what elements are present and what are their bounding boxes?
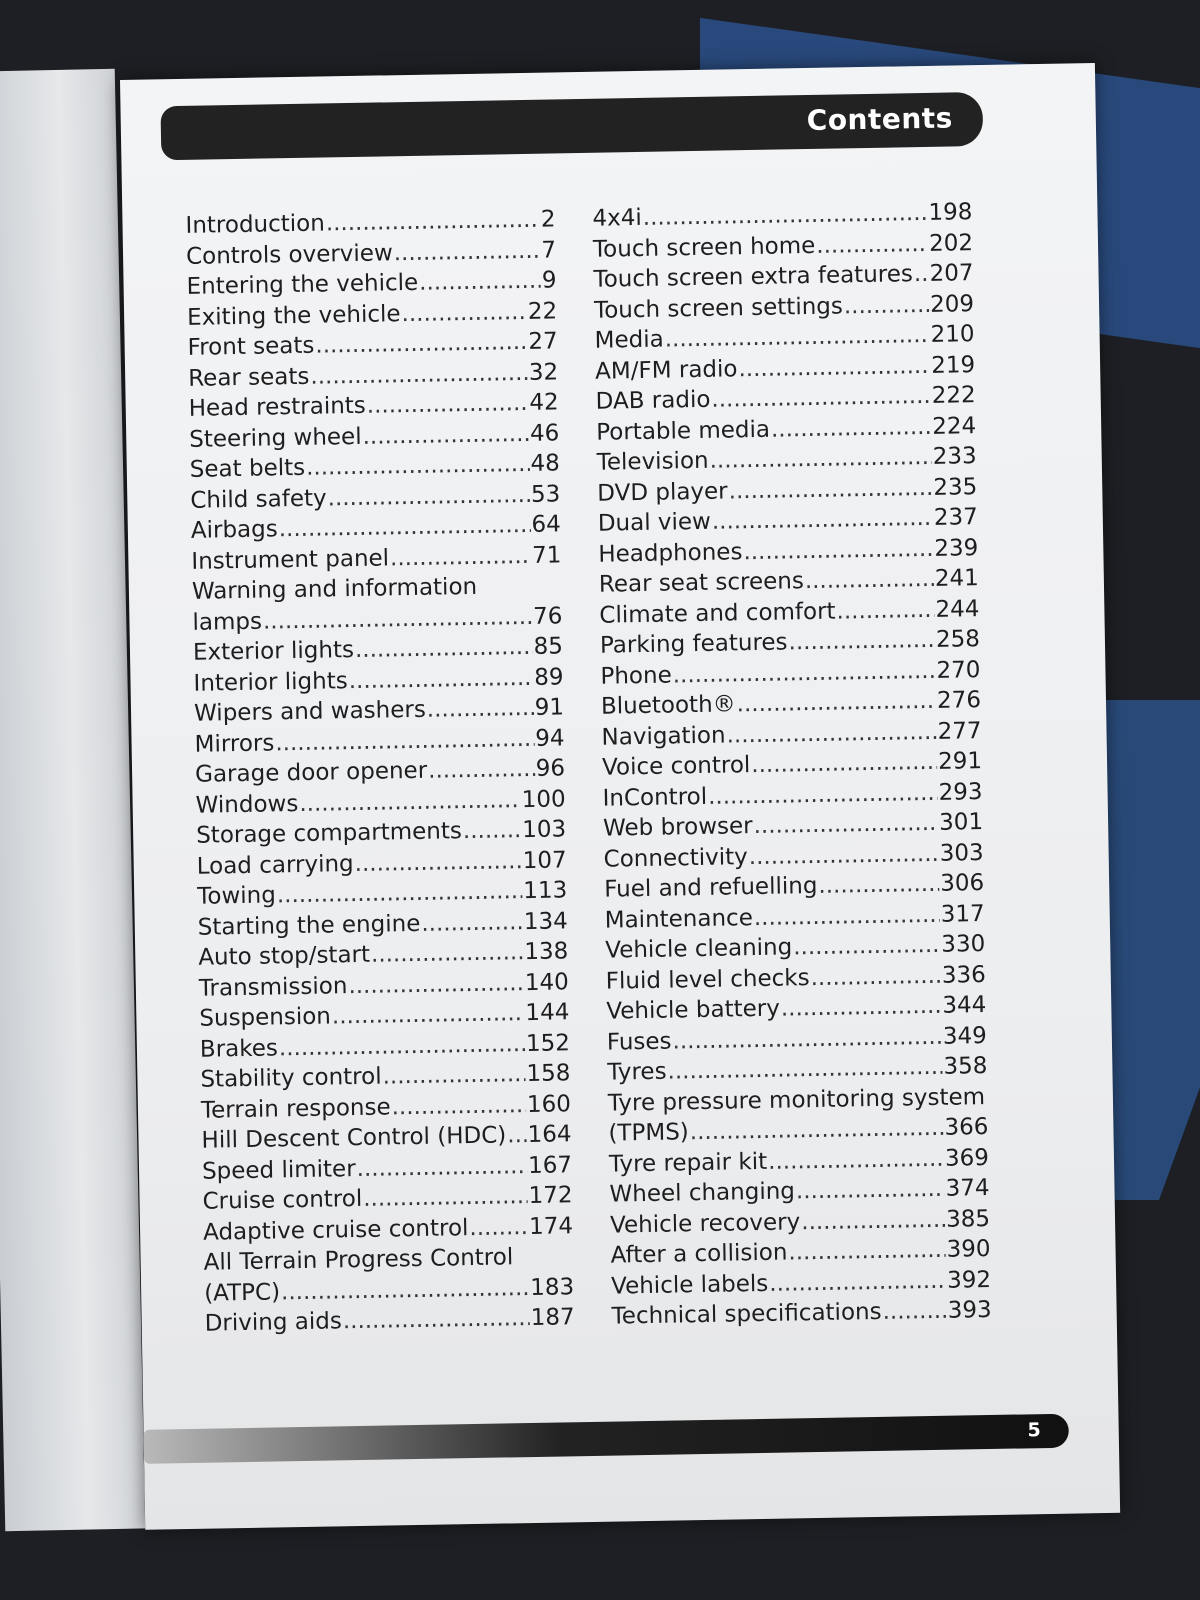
toc-entry-title: Load carrying bbox=[196, 850, 354, 880]
toc-entry-page: 235 bbox=[933, 473, 978, 501]
dot-leader bbox=[315, 327, 528, 361]
toc-entry-title: Vehicle recovery bbox=[609, 1208, 801, 1239]
toc-entry-page: 385 bbox=[945, 1205, 991, 1233]
toc-entry-page: 202 bbox=[928, 229, 974, 257]
toc-entry-title: Tyre repair kit bbox=[608, 1148, 768, 1178]
dot-leader bbox=[277, 876, 523, 911]
dot-leader bbox=[382, 1059, 525, 1092]
toc-entry-title: Parking features bbox=[599, 629, 788, 659]
dot-leader bbox=[332, 998, 525, 1032]
toc-entry-title-line: Warning and information bbox=[191, 573, 478, 605]
dot-leader bbox=[672, 655, 935, 690]
dot-leader bbox=[281, 1273, 530, 1308]
dot-leader bbox=[771, 411, 932, 444]
toc-entry-page: 107 bbox=[522, 846, 567, 874]
toc-entry-title: Media bbox=[594, 326, 664, 354]
toc-entry-title: Vehicle battery bbox=[606, 995, 781, 1025]
dot-leader bbox=[726, 716, 937, 750]
footer-bar bbox=[144, 1414, 1069, 1464]
toc-entry-page: 2 bbox=[540, 206, 556, 233]
toc-entry-page: 103 bbox=[522, 816, 567, 844]
toc-entry-page: 174 bbox=[528, 1212, 574, 1240]
dot-leader bbox=[690, 1113, 944, 1148]
dot-leader bbox=[793, 930, 941, 963]
dot-leader bbox=[421, 907, 523, 939]
dot-leader bbox=[816, 228, 928, 260]
dot-leader bbox=[310, 357, 528, 391]
toc-entry-title: Touch screen home bbox=[592, 232, 816, 263]
toc-entry[interactable] bbox=[204, 1302, 574, 1339]
dot-leader bbox=[781, 991, 942, 1024]
toc-entry-page: 244 bbox=[935, 595, 980, 623]
toc-entry-page: 96 bbox=[535, 755, 566, 782]
toc-entry-page: 366 bbox=[944, 1114, 989, 1141]
dot-leader bbox=[348, 968, 524, 1002]
dot-leader bbox=[801, 1204, 945, 1237]
toc-entry-title: lamps bbox=[192, 608, 263, 636]
toc-entry-title: Vehicle labels bbox=[610, 1270, 769, 1300]
toc-entry-page: 53 bbox=[530, 480, 561, 508]
dot-leader bbox=[306, 449, 530, 483]
dot-leader bbox=[836, 594, 934, 626]
dot-leader bbox=[343, 1303, 530, 1337]
toc-entry-title: Exterior lights bbox=[192, 637, 355, 666]
toc-entry-page: 85 bbox=[533, 633, 564, 660]
dot-leader bbox=[469, 1212, 528, 1244]
contents-page bbox=[120, 63, 1120, 1530]
dot-leader bbox=[810, 960, 941, 993]
toc-entry-page: 336 bbox=[941, 961, 986, 989]
toc-entry-title: Bluetooth® bbox=[600, 691, 736, 720]
toc-entry-title: Connectivity bbox=[603, 843, 749, 873]
toc-entry-title: Climate and comfort bbox=[599, 598, 836, 629]
dot-leader bbox=[391, 1090, 526, 1123]
dot-leader bbox=[768, 1143, 944, 1177]
toc-entry-page: 306 bbox=[940, 870, 985, 897]
toc-entry-title: (ATPC) bbox=[203, 1278, 281, 1307]
toc-entry-title: Mirrors bbox=[194, 729, 275, 758]
toc-entry-page: 392 bbox=[946, 1266, 992, 1294]
dot-leader bbox=[711, 381, 931, 415]
toc-entry-page: 172 bbox=[528, 1182, 573, 1210]
toc-entry-title: Interior lights bbox=[193, 667, 348, 697]
dot-leader bbox=[348, 662, 533, 696]
toc-entry-title: Rear seat screens bbox=[598, 568, 805, 598]
toc-entry-page: 46 bbox=[529, 419, 560, 447]
toc-entry-title-line: All Terrain Progress Control bbox=[203, 1244, 514, 1276]
toc-entry-page: 144 bbox=[525, 999, 570, 1027]
toc-entry-title: Front seats bbox=[187, 332, 315, 361]
dot-leader bbox=[788, 1235, 946, 1268]
toc-entry-title: Fuel and refuelling bbox=[603, 872, 818, 903]
dot-leader bbox=[419, 266, 541, 299]
toc-entry[interactable] bbox=[191, 540, 561, 577]
toc-entry-page: 71 bbox=[531, 541, 562, 569]
toc-entry-page: 138 bbox=[524, 938, 569, 966]
toc-entry-page: 158 bbox=[526, 1060, 571, 1088]
toc-entry-title: Tyres bbox=[607, 1058, 667, 1086]
toc-entry-page: 140 bbox=[524, 968, 570, 996]
toc-entry-title: Towing bbox=[197, 882, 277, 910]
toc-entry-title: Hill Descent Control (HDC) bbox=[201, 1122, 507, 1154]
dot-leader bbox=[371, 937, 524, 970]
toc-entry-title: Entering the vehicle bbox=[186, 269, 419, 300]
dot-leader bbox=[672, 1021, 942, 1056]
dot-leader bbox=[362, 418, 529, 451]
dot-leader bbox=[708, 777, 938, 812]
dot-leader bbox=[749, 838, 939, 872]
dot-leader bbox=[712, 503, 934, 537]
toc-entry-page: 76 bbox=[532, 602, 563, 630]
toc-entry-page: 167 bbox=[527, 1151, 573, 1179]
dot-leader bbox=[709, 442, 932, 476]
toc-entry-title: Vehicle cleaning bbox=[605, 934, 793, 964]
toc-entry-title: Seat belts bbox=[189, 454, 306, 483]
toc-right-column bbox=[592, 197, 992, 1332]
toc-entry-title: Technical specifications bbox=[611, 1298, 882, 1330]
dot-leader bbox=[844, 289, 930, 321]
toc-entry-title: AM/FM radio bbox=[594, 355, 738, 385]
toc-entry[interactable] bbox=[611, 1295, 991, 1332]
toc-entry-title: Child safety bbox=[190, 484, 327, 514]
toc-entry-title: Controls overview bbox=[185, 239, 393, 270]
toc-entry-page: 91 bbox=[534, 694, 565, 721]
toc-entry-page: 187 bbox=[530, 1304, 575, 1332]
toc-entry-title: Portable media bbox=[595, 416, 771, 446]
dot-leader bbox=[367, 388, 529, 421]
toc-entry-page: 48 bbox=[530, 450, 560, 477]
dot-leader bbox=[736, 686, 936, 720]
dot-leader bbox=[279, 1029, 526, 1064]
toc-entry-title: Voice control bbox=[601, 752, 751, 781]
dot-leader bbox=[275, 723, 534, 758]
dot-leader bbox=[769, 1265, 946, 1299]
dot-leader bbox=[390, 540, 532, 573]
toc-entry-title-line: Tyre pressure monitoring system bbox=[607, 1083, 986, 1117]
toc-entry-page: 258 bbox=[935, 626, 981, 653]
toc-entry-page: 390 bbox=[946, 1235, 991, 1263]
toc-entry-page: 32 bbox=[528, 358, 559, 386]
dot-leader bbox=[278, 510, 530, 545]
toc-entry-page: 239 bbox=[934, 534, 979, 562]
toc-entry-page: 7 bbox=[541, 236, 557, 264]
toc-entry-title: Transmission bbox=[198, 972, 348, 1002]
toc-entry-title: InControl bbox=[602, 783, 708, 812]
dot-leader bbox=[882, 1296, 947, 1328]
toc-entry-title: Adaptive cruise control bbox=[202, 1214, 469, 1246]
toc-entry-page: 393 bbox=[947, 1296, 992, 1324]
dot-leader bbox=[751, 747, 937, 781]
toc-entry-page: 349 bbox=[942, 1022, 988, 1050]
dot-leader bbox=[643, 198, 928, 233]
toc-entry-page: 100 bbox=[521, 785, 566, 813]
dot-leader bbox=[743, 533, 933, 567]
toc-entry-page: 270 bbox=[936, 656, 981, 684]
toc-entry-title: Touch screen settings bbox=[593, 292, 844, 324]
page-title: Contents bbox=[806, 101, 954, 138]
toc-entry-page: 42 bbox=[529, 389, 559, 416]
toc-entry-page: 160 bbox=[526, 1090, 572, 1118]
toc-entry-title: (TPMS) bbox=[608, 1119, 689, 1147]
toc-entry-title: Speed limiter bbox=[201, 1155, 356, 1185]
toc-entry-page: 293 bbox=[938, 778, 983, 806]
toc-entry-title: Cruise control bbox=[202, 1185, 363, 1215]
toc-entry-page: 198 bbox=[928, 199, 973, 226]
dot-leader bbox=[507, 1120, 527, 1151]
toc-entry-page: 183 bbox=[530, 1273, 575, 1301]
toc-entry-title: After a collision bbox=[610, 1239, 788, 1269]
dot-leader bbox=[754, 899, 940, 933]
dot-leader bbox=[667, 1052, 942, 1087]
dot-leader bbox=[299, 785, 521, 819]
toc-entry-page: 291 bbox=[937, 748, 983, 775]
toc-entry-title: Wheel changing bbox=[609, 1178, 796, 1208]
toc-entry-page: 27 bbox=[528, 328, 558, 355]
dot-leader bbox=[788, 625, 935, 658]
toc-entry-page: 22 bbox=[527, 297, 558, 325]
toc-entry-page: 301 bbox=[938, 809, 984, 836]
toc-entry-page: 64 bbox=[531, 511, 562, 538]
toc-entry-page: 134 bbox=[523, 907, 568, 935]
dot-leader bbox=[753, 808, 938, 842]
toc-entry-title: Storage compartments bbox=[195, 818, 463, 849]
toc-entry-title: Airbags bbox=[190, 516, 278, 544]
dot-leader bbox=[354, 846, 522, 879]
dot-leader bbox=[427, 693, 534, 725]
toc-entry-page: 209 bbox=[929, 290, 975, 318]
toc-entry-title: DAB radio bbox=[595, 386, 711, 415]
toc-entry-page: 94 bbox=[535, 724, 565, 752]
dot-leader bbox=[664, 320, 929, 355]
dot-leader bbox=[356, 1151, 527, 1184]
page-number: 5 bbox=[1027, 1419, 1041, 1442]
toc-entry-title: Instrument panel bbox=[191, 544, 390, 575]
toc-entry-page: 210 bbox=[930, 321, 975, 348]
toc-entry-title: Wipers and washers bbox=[193, 696, 427, 727]
dot-leader bbox=[728, 472, 932, 506]
toc-entry-page: 369 bbox=[944, 1144, 990, 1172]
toc-entry-page: 374 bbox=[945, 1174, 990, 1202]
dot-leader bbox=[914, 259, 929, 290]
toc-entry-title: Rear seats bbox=[187, 363, 310, 392]
toc-entry-title: Head restraints bbox=[188, 392, 367, 422]
toc-entry-title: Introduction bbox=[185, 210, 326, 239]
toc-entry-title: Steering wheel bbox=[189, 423, 362, 453]
toc-entry-title: DVD player bbox=[597, 477, 728, 507]
toc-entry-page: 276 bbox=[936, 687, 982, 714]
toc-entry-title: Fluid level checks bbox=[605, 964, 810, 995]
toc-entry-title: Exiting the vehicle bbox=[186, 300, 401, 331]
dot-leader bbox=[805, 564, 935, 597]
toc-entry-page: 241 bbox=[934, 565, 980, 592]
toc-entry-page: 219 bbox=[930, 351, 976, 379]
toc-entry-page: 237 bbox=[933, 504, 978, 531]
toc-entry-page: 277 bbox=[937, 717, 982, 745]
toc-entry-page: 9 bbox=[541, 267, 557, 294]
toc-entry-page: 233 bbox=[932, 443, 977, 470]
toc-entry-title: Television bbox=[596, 447, 709, 476]
dot-leader bbox=[355, 632, 533, 666]
dot-leader bbox=[363, 1181, 528, 1214]
toc-entry-page: 317 bbox=[940, 900, 985, 928]
dot-leader bbox=[818, 869, 939, 902]
dot-leader bbox=[326, 205, 541, 239]
toc-entry[interactable] bbox=[203, 1211, 573, 1248]
toc-entry-page: 303 bbox=[939, 839, 984, 867]
toc-entry-title: 4x4i bbox=[592, 204, 642, 232]
toc-entry-page: 330 bbox=[941, 931, 986, 958]
toc-entry-page: 164 bbox=[527, 1121, 572, 1149]
toc-entry-title: Starting the engine bbox=[197, 910, 421, 941]
header-bar bbox=[160, 92, 983, 160]
toc-entry-title: Auto stop/start bbox=[198, 941, 371, 971]
dot-leader bbox=[796, 1174, 945, 1207]
toc-entry-page: 224 bbox=[932, 412, 977, 440]
toc-entry-page: 358 bbox=[943, 1053, 988, 1080]
toc-entry-title: Windows bbox=[195, 790, 299, 819]
toc-entry-title: Fuses bbox=[606, 1028, 672, 1056]
toc-entry-page: 113 bbox=[523, 877, 568, 905]
toc-entry-title: Brakes bbox=[199, 1034, 279, 1063]
dot-leader bbox=[428, 754, 535, 786]
toc-entry-title: Touch screen extra features bbox=[593, 261, 914, 293]
dot-leader bbox=[263, 601, 533, 636]
dot-leader bbox=[327, 479, 530, 513]
dot-leader bbox=[738, 350, 930, 384]
toc-entry-title: Garage door opener bbox=[194, 757, 428, 788]
toc-entry-page: 207 bbox=[929, 260, 974, 287]
toc-left-column bbox=[185, 204, 575, 1339]
toc-entry-title: Driving aids bbox=[204, 1308, 343, 1337]
toc-entry-title: Dual view bbox=[597, 508, 712, 537]
toc-entry-page: 152 bbox=[525, 1029, 571, 1057]
dot-leader bbox=[393, 235, 540, 268]
dot-leader bbox=[401, 296, 527, 329]
toc-entry-page: 222 bbox=[931, 382, 976, 409]
toc-entry-page: 344 bbox=[942, 992, 987, 1019]
toc-entry-title: Suspension bbox=[199, 1003, 332, 1032]
toc-entry-title: Stability control bbox=[200, 1063, 382, 1093]
toc-entry-page: 89 bbox=[533, 663, 564, 691]
toc-entry-title: Navigation bbox=[601, 722, 726, 751]
toc-entry-title: Terrain response bbox=[200, 1093, 391, 1124]
toc-entry-title: Maintenance bbox=[604, 904, 754, 934]
toc-entry-title: Headphones bbox=[598, 538, 743, 568]
toc-entry-title: Phone bbox=[600, 661, 672, 690]
dot-leader bbox=[463, 815, 522, 847]
toc-entry-title: Web browser bbox=[602, 813, 753, 842]
